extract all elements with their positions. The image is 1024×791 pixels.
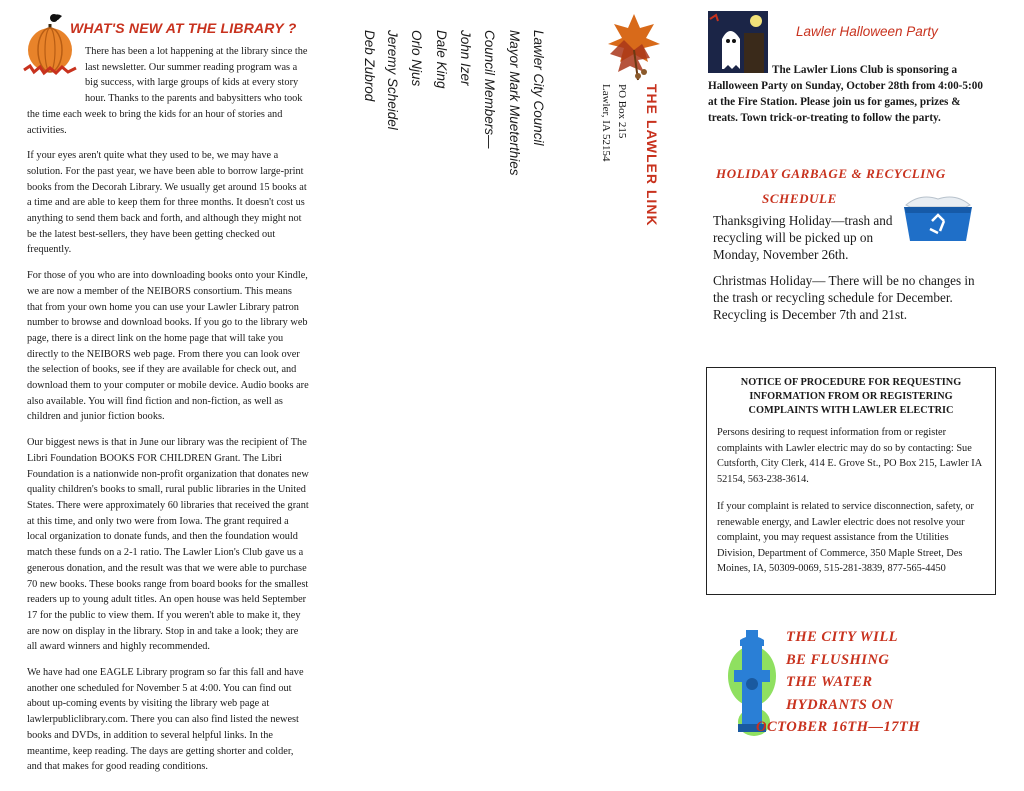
notice-paragraph: If your complaint is related to service disconnection, safety, or renewable energy, and Lawler electric does not resolve your complaint, you may request assistance from the Utilities Division, Department of Commerce, 350 Maple Street, Des Moines, IA, 50309-0069, 515-281-3839, 877-565-4450 <box>717 501 974 574</box>
recipient-line: Mayor Mark Mueterthies <box>507 30 522 176</box>
library-paragraph: For those of you who are into downloading books onto your Kindle, we are now a member of the NEIBORS consortium. This means that from your own home you can use your Lawler Library patron number to browse and download books. If you go to the library web page, there is a direct link on the home page that will take you directly to the NEIBORS web page. From there you can look over the selection of books, see if they are available for check out, and download them to your computer or mobile device. Audio books are also available. You will find fiction and non-fiction, as well as children and junior fiction books. <box>27 270 309 423</box>
flushing-notice <box>756 626 920 739</box>
library-paragraph: Our biggest news is that in June our library was the recipient of The Libri Foundation BOOKS FOR CHILDREN Grant. The Libri Foundation is a nationwide non-profit organization that donates new quality children's books to small, rural public libraries in the United States. There were approximately 60 libraries that received the grant at this time, and only two were from Iowa. The grant required a local organization to donate funds, and then the foundation would match these funds on a 2-1 ratio. The Lawler Lion's Club gave us a generous donation, and the result was that we were able to purchase 70 new books. These books range from board books for the smallest readers up to young adult titles. An open house was held September 17 for the public to view them. If you weren't able to make it, they are now on display in the library. Stop in and take a look; they are all award winners and highly recommended. <box>27 437 309 653</box>
garbage-body <box>713 212 983 332</box>
halloween-title: Lawler Halloween Party <box>796 24 938 39</box>
recipient-line: Council Members— <box>482 30 497 149</box>
garbage-title-line: HOLIDAY GARBAGE & RECYCLING <box>716 166 946 181</box>
garbage-paragraph: Christmas Holiday— There will be no changes in the trash or recycling schedule for December. Recycling is December 7th and 21st. <box>713 273 975 322</box>
recipient-line: Orlo Njus <box>409 30 424 87</box>
notice-title: NOTICE OF PROCEDURE FOR REQUESTING INFORMATION FROM OR REGISTERING COMPLAINTS WITH LAWLER ELECTRIC <box>740 377 962 416</box>
recipient-line: Lawler City Council <box>531 30 546 146</box>
notice-box <box>706 367 996 595</box>
recipient-line: John Izer <box>458 30 473 86</box>
flushing-line: HYDRANTS ON <box>786 696 894 713</box>
autumn-leaves-icon <box>604 10 664 90</box>
flushing-line: BE FLUSHING <box>786 651 890 668</box>
halloween-text: The Lawler Lions Club is sponsoring a Halloween Party on Sunday, October 28th from 4:00-5:00 at the Fire Station. Please join us for games, prizes & treats. Town trick-or-treating to follow the party. <box>708 64 983 124</box>
flushing-line: OCTOBER 16TH—17TH <box>756 719 921 735</box>
library-paragraph: If your eyes aren't quite what they used to be, we may have a solution. For the past year, we have been able to borrow large-print books from the Decorah Library. We usually get around 15 books at a time and are able to keep them for three months. It doesn't cost us anything to send them back and forth, and although they might not be the latest best-sellers, they have been getting checked out frequently. <box>27 150 307 256</box>
notice-paragraph: Persons desiring to request information from or register complaints with Lawler electric may do so by contacting: Sue Cutsforth, City Clerk, 414 E. Grove St., PO Box 215, Lawler IA 52154, 563-238-3614. <box>717 427 982 485</box>
garbage-title-line: SCHEDULE <box>762 191 837 206</box>
po-box: PO Box 215 <box>616 84 628 139</box>
recipient-line: Dale King <box>434 30 449 89</box>
garbage-paragraph: Thanksgiving Holiday—trash and recycling will be picked up on Monday, November 26th. <box>713 213 893 262</box>
library-title: WHAT'S NEW AT THE LIBRARY ? <box>70 20 297 36</box>
newsletter-title: THE LAWLER LINK <box>644 84 660 227</box>
flushing-line: THE CITY WILL <box>786 629 899 645</box>
recipient-line: Jeremy Scheidel <box>385 30 400 130</box>
library-paragraph: We have had one EAGLE Library program so far this fall and have another one scheduled for November 5 at 4:00. You can find out about up-coming events by visiting the library web page at lawlerpubliclibrary.com. There you can also find listed the newest books and DVDs, in addition to several helpful links. In the meantime, keep reading. The days are getting shorter and colder, and that makes for good reading conditions. <box>27 667 304 773</box>
flushing-line: THE WATER <box>786 674 873 690</box>
city-line: Lawler, IA 52154 <box>600 84 612 162</box>
library-paragraph: There has been a lot happening at the library since the last newsletter. Our summer reading program was a big success, with large groups of kids at every story hour. Thanks to the parents and babysitters who took the time each week to bring the kids for an hour of stories and activities. <box>27 46 308 136</box>
library-article <box>27 44 309 785</box>
recipient-line: Deb Zubrod <box>362 30 377 102</box>
halloween-body <box>708 62 984 126</box>
